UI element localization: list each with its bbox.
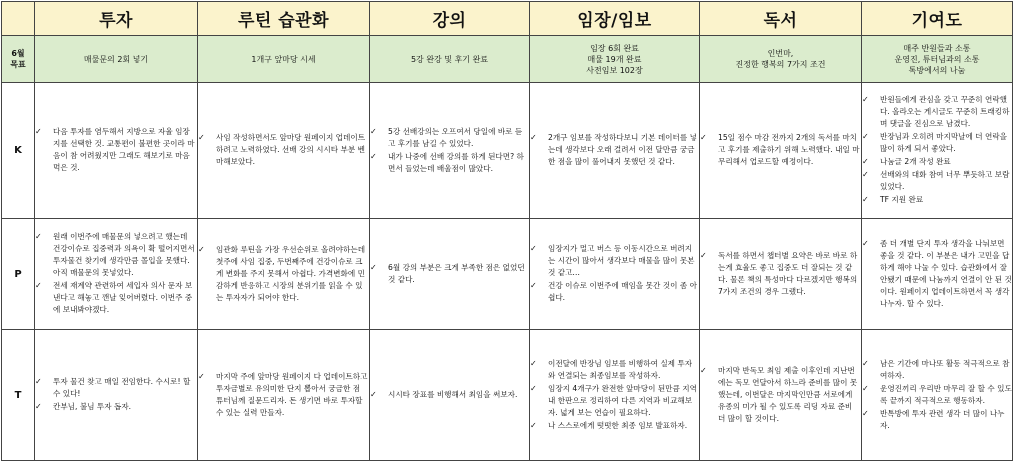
- bullet-item: ✓ 반장님과 오히려 마지막날에 더 연락을 많이 하게 되서 좋았다.: [862, 131, 1012, 155]
- bullet-item: ✓ 나 스스로에게 떳떳한 최종 임보 발표하자.: [530, 420, 699, 432]
- header-routine: 루틴 습관화: [198, 2, 370, 36]
- bullet-item: ✓ 5강 선배강의는 오프여서 당일에 바로 듣고 후기를 남길 수 있었다.: [370, 126, 529, 150]
- goal-line: 매주 반원들과 소통: [903, 43, 971, 53]
- bullet-item: ✓ 운영진끼리 우리반 마무리 잘 할 수 있도록 끝까지 적극적으로 행동하자.: [862, 383, 1012, 407]
- bullet-list: [862, 358, 1012, 432]
- bullet-item: ✓ 이전달에 반장님 임보를 비행하여 실제 투자와 연결되는 최종임보를 작성하자.: [530, 358, 699, 382]
- header-inspection: 임장/임보: [530, 2, 700, 36]
- bullet-item: ✓ 반톡방에 투자 관련 생각 더 많이 나누자.: [862, 408, 1012, 432]
- bullet-item: ✓ 임장지가 멀고 버스 등 이동시간으로 버려지는 시간이 많아서 생각보다 매물을 많이 못본 것 같고…: [530, 243, 699, 279]
- keep-contribution: [862, 83, 1013, 219]
- bullet-item: ✓ 사임 작성하면서도 앞마당 원페이지 업데이트하려고 노력하였다. 선배 강의 시시타 부분 벤마해보았다.: [198, 132, 369, 168]
- try-lecture: [370, 330, 530, 461]
- bullet-item: ✓ TF 지원 완료: [862, 194, 1012, 206]
- goal-row: [2, 36, 1013, 83]
- problem-contribution: [862, 219, 1013, 330]
- bullet-item: ✓ 건강 이슈로 이번주에 매임을 못간 것이 좀 아쉽다.: [530, 280, 699, 304]
- keep-routine: [198, 83, 370, 219]
- try-invest: [35, 330, 198, 461]
- bullet-item: ✓ 독서를 하면서 챕터별 요약은 바로 바로 하는게 효율도 좋고 집중도 더 잘되는 것 같다. 물론 책의 특성마다 다르겠지만 행복의 7가지 조건의 경우 그랬다.: [700, 250, 861, 298]
- row-label-p: P: [2, 219, 35, 330]
- header-row: [2, 2, 1013, 36]
- problem-invest: [35, 219, 198, 330]
- bullet-item: ✓ 2개구 임보를 작성하다보니 기본 데이터를 넣는데 생각보다 오래 걸려서 이전 달만큼 궁금한 점을 많이 풀어내지 못했던 것 같다.: [530, 132, 699, 168]
- goal-lecture: [370, 36, 530, 83]
- keep-reading: [700, 83, 862, 219]
- bullet-item: ✓ 마지막 반독모 최임 제출 이후인데 지난번에는 독모 연달아서 하느라 준비를 많이 못했는데, 이번달은 마지막인만큼 서로에게 유종의 미가 될 수 있도록 리딩 자료 준비 더 많이 할 것이다.: [700, 365, 861, 425]
- bullet-item: ✓ 나눔글 2개 작성 완료: [862, 156, 1012, 168]
- bullet-item: ✓ 내가 나중에 선배 강의를 하게 된다면? 하면서 들었는데 배울점이 많았다.: [370, 151, 529, 175]
- row-label-k: K: [2, 83, 35, 219]
- problem-inspection: [530, 219, 700, 330]
- bullet-item: ✓ 전세 재계약 관련하여 세입자 의사 문자 보낸다고 해놓고 깬날 잊어버렸다. 이번주 중에 보내봐야겠다.: [35, 280, 197, 316]
- bullet-list: [198, 371, 369, 419]
- bullet-list: [35, 126, 197, 174]
- bullet-item: ✓ 6월 강의 부분은 크게 부족한 점은 없었던 것 같다.: [370, 262, 529, 286]
- keep-lecture: [370, 83, 530, 219]
- keep-inspection: [530, 83, 700, 219]
- goal-invest: [35, 36, 198, 83]
- bullet-item: ✓ 원래 이번주에 매물문의 넣으려고 했는데 건강이슈로 집중력과 의욕이 확 떨어지면서 투자물건 찾기에 생각만큼 몰입을 못했다. 아직 매물문의 못넣었다.: [35, 231, 197, 279]
- bullet-list: [530, 358, 699, 432]
- bullet-item: ✓ 칸부님, 불님 투자 돕자.: [35, 401, 197, 413]
- try-contribution: [862, 330, 1013, 461]
- goal-routine: [198, 36, 370, 83]
- try-inspection: [530, 330, 700, 461]
- kpt-table: [1, 1, 1013, 461]
- header-contribution: 기여도: [862, 2, 1013, 36]
- goal-line: 5강 완강 및 후기 완료: [410, 54, 489, 64]
- bullet-list: [530, 243, 699, 304]
- problem-lecture: [370, 219, 530, 330]
- goal-line: 매물 19개 완료: [587, 54, 642, 64]
- goal-line: 톡방에서의 나눔: [908, 65, 966, 75]
- row-try: [2, 330, 1013, 461]
- bullet-item: ✓ 시시타 장표를 비행해서 최임을 써보자.: [370, 389, 529, 401]
- bullet-list: [35, 231, 197, 316]
- goal-line: 임장 6회 완료: [590, 43, 639, 53]
- bullet-item: ✓ 투자 물건 찾고 매일 전임한다. 수시로! 할 수 있다!: [35, 376, 197, 400]
- goal-line: 운영진, 튜터님과의 소통: [894, 54, 980, 64]
- try-reading: [700, 330, 862, 461]
- bullet-list: [862, 94, 1012, 206]
- bullet-item: ✓ 마지막 주에 앞마당 원페이지 다 업데이트하고 투자금별로 유의미한 단지 뽑아서 궁금한 점 튜터님께 질문드리자. 돈 생기면 바로 투자할 수 있는 실력 만들자.: [198, 371, 369, 419]
- goal-contribution: [862, 36, 1013, 83]
- bullet-item: ✓ 반원들에게 관심을 갖고 꾸준히 연락했다. 올라오는 게시글도 꾸준히 트래킹하며 댓글을 진심으로 남겼다.: [862, 94, 1012, 130]
- bullet-list: [198, 244, 369, 304]
- row-keep: [2, 83, 1013, 219]
- header-lecture: 강의: [370, 2, 530, 36]
- bullet-item: ✓ 남은 기간에 마나또 활동 적극적으로 참여하자.: [862, 358, 1012, 382]
- goal-line: 진정한 행복의 7가지 조건: [735, 60, 826, 69]
- goal-line: 1개구 앞마당 시세: [251, 54, 316, 64]
- goal-reading: [700, 36, 862, 83]
- header-invest: 투자: [35, 2, 198, 36]
- bullet-list: [700, 365, 861, 425]
- goal-label: 6월 목표: [2, 36, 35, 83]
- bullet-item: ✓ 임관화 루틴을 가장 우선순위로 올려야하는데 첫주에 사임 집중, 두번째주에 건강이슈로 크게 변화를 주지 못해서 아쉽다. 가격변화에 민감하게 반응하고 시장의 분위기를 읽을 수 있는 투자자가 되어야 한다.: [198, 244, 369, 304]
- problem-reading: [700, 219, 862, 330]
- row-label-t: T: [2, 330, 35, 461]
- bullet-list: [35, 376, 197, 413]
- goal-line: 사전임보 102장: [586, 65, 643, 75]
- try-routine: [198, 330, 370, 461]
- bullet-list: [370, 262, 529, 286]
- corner-cell: [2, 2, 35, 36]
- bullet-item: ✓ 다음 투자를 염두해서 지방으로 자율 임장지를 선택한 것. 교통편이 불편한 곳이라 마음이 참 어려웠지만 그래도 해보기로 마음 먹은 것.: [35, 126, 197, 174]
- bullet-item: ✓ 15일 점수 마감 전까지 2개의 독서를 마치고 후기를 제출하기 위해 노력했다. 내일 마무리해서 업로드할 예정이다.: [700, 132, 861, 168]
- header-reading: 독서: [700, 2, 862, 36]
- bullet-list: [530, 132, 699, 168]
- bullet-list: [370, 389, 529, 401]
- bullet-list: [700, 132, 861, 168]
- goal-line: 매물문의 2회 넣기: [83, 54, 149, 64]
- bullet-list: [700, 250, 861, 298]
- problem-routine: [198, 219, 370, 330]
- bullet-item: ✓ 좀 더 개별 단지 투자 생각을 나눠보면 좋을 것 같다. 이 부분은 내가 고민을 답하게 해야 나눌 수 있다. 습관화에서 잘 안됐기 때문에 나눔까지 연결이 안 된 것이다. 원페이지 업데이트하면서 꼭 생각 나누자. 할 수 있다.: [862, 238, 1012, 310]
- bullet-list: [370, 126, 529, 175]
- bullet-item: ✓ 선배와의 대화 참여 너무 뿌듯하고 보람있었다.: [862, 169, 1012, 193]
- goal-line: 인번마,: [767, 49, 794, 58]
- goal-inspection: [530, 36, 700, 83]
- keep-invest: [35, 83, 198, 219]
- row-problem: [2, 219, 1013, 330]
- bullet-item: ✓ 임장지 4개구가 완전한 앞마당이 된만큼 지역 내 한판으로 정리하여 다른 지역과 비교해보자. 넓게 보는 연습이 필요하다.: [530, 383, 699, 419]
- bullet-list: [862, 238, 1012, 310]
- bullet-list: [198, 132, 369, 168]
